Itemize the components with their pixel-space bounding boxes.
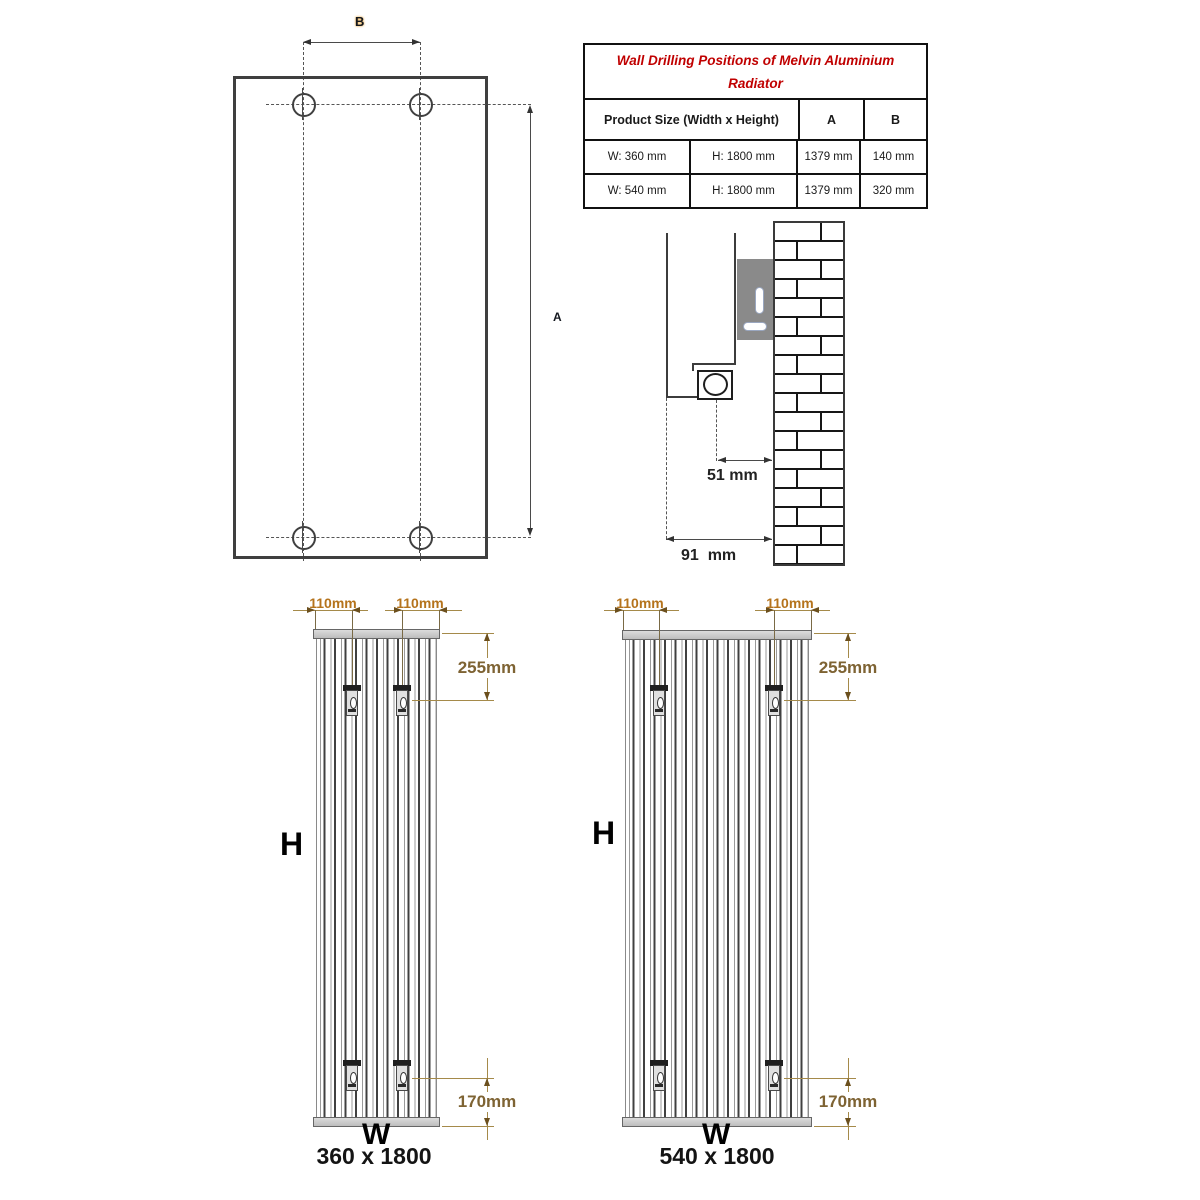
mounting-bracket xyxy=(765,1060,783,1092)
hole-crosshair xyxy=(302,88,303,120)
cell-a: 1379 mm xyxy=(798,175,861,207)
brick-row xyxy=(775,261,843,280)
table-row xyxy=(585,139,926,173)
brick-row xyxy=(775,489,843,508)
dim-b-label: B xyxy=(355,14,365,29)
dim-tick xyxy=(439,610,440,629)
dim-arrow-icon xyxy=(527,105,533,113)
height-label: H xyxy=(592,815,616,851)
dim-arrow-icon xyxy=(845,692,851,700)
hole-crosshair xyxy=(302,521,303,553)
brick-row xyxy=(775,299,843,318)
radiator-bottom-line xyxy=(666,396,698,398)
mounting-bracket xyxy=(650,1060,668,1092)
dim-110-left-label: 110mm xyxy=(616,595,664,611)
brick-row xyxy=(775,280,843,299)
dim-tick xyxy=(659,610,660,686)
dim-tick xyxy=(811,610,812,630)
radiator-fins xyxy=(316,639,437,1117)
dim-tick xyxy=(315,610,316,629)
drill-hole xyxy=(292,93,316,117)
radiator-bottom-step xyxy=(692,363,736,365)
dim-91-label: 91 mm xyxy=(681,547,737,564)
dim-a-label: A xyxy=(553,310,562,324)
brick-row xyxy=(775,318,843,337)
brick-row xyxy=(775,508,843,527)
dim-arrow-icon xyxy=(845,633,851,641)
drill-hole xyxy=(409,93,433,117)
dim-51-label: 51 mm xyxy=(707,467,758,484)
dim-arrow-icon xyxy=(718,457,726,463)
dim-arrow-icon xyxy=(764,536,772,542)
dim-170-label: 170mm xyxy=(816,1092,880,1112)
col-a: A xyxy=(800,100,865,139)
mounting-bracket xyxy=(765,685,783,717)
hole-crosshair xyxy=(419,521,420,553)
front-face-centerline xyxy=(666,398,667,539)
dim-110-left-label: 110mm xyxy=(309,595,357,611)
brick-row xyxy=(775,470,843,489)
dim-arrow-icon xyxy=(666,536,674,542)
size-caption: 360 x 1800 xyxy=(316,1143,432,1169)
brick-row xyxy=(775,337,843,356)
dim-arrow-icon xyxy=(845,1118,851,1126)
brick-wall xyxy=(773,221,845,566)
col-product-size: Product Size (Width x Height) xyxy=(585,100,800,139)
dim-arrow-icon xyxy=(303,39,311,45)
dim-ext xyxy=(814,1126,856,1127)
brick-row xyxy=(775,242,843,261)
dim-255-label: 255mm xyxy=(455,658,519,678)
dim-110-right-label: 110mm xyxy=(396,595,444,611)
width-label: W xyxy=(362,1118,391,1151)
brick-row xyxy=(775,432,843,451)
hole-crosshair xyxy=(419,88,420,120)
radiator-front-face-line xyxy=(666,233,668,398)
dim-tick xyxy=(402,610,403,686)
dim-arrow-icon xyxy=(484,1118,490,1126)
cell-height: H: 1800 mm xyxy=(691,175,798,207)
mounting-bracket xyxy=(393,685,411,717)
dim-110-right-label: 110mm xyxy=(766,595,814,611)
brick-row xyxy=(775,356,843,375)
drill-hole xyxy=(292,526,316,550)
cell-a: 1379 mm xyxy=(798,141,861,173)
brick-row xyxy=(775,565,843,566)
dim-arrow-icon xyxy=(527,528,533,536)
dim-arrow-icon xyxy=(764,457,772,463)
width-label: W xyxy=(702,1118,731,1151)
dim-ext xyxy=(412,700,494,701)
dim-ext xyxy=(784,700,856,701)
dim-ext xyxy=(412,1078,494,1079)
brick-row xyxy=(775,527,843,546)
brick-row xyxy=(775,413,843,432)
table-row xyxy=(585,173,926,207)
table-title: Wall Drilling Positions of Melvin Aluminium Radiator xyxy=(616,53,895,91)
cell-b: 320 mm xyxy=(872,185,915,197)
dim-tick xyxy=(623,610,624,630)
mounting-bracket xyxy=(343,685,361,717)
dim-arrow-icon xyxy=(484,1078,490,1086)
mounting-bracket xyxy=(650,685,668,717)
bracket-slot-horizontal xyxy=(743,322,767,331)
brick-row xyxy=(775,223,843,242)
size-caption: 540 x 1800 xyxy=(659,1143,775,1169)
brick-row xyxy=(775,451,843,470)
dim-arrow-icon xyxy=(412,39,420,45)
brick-row xyxy=(775,546,843,565)
cell-height: H: 1800 mm xyxy=(691,141,798,173)
mounting-bracket xyxy=(393,1060,411,1092)
radiator-bottom-step xyxy=(692,363,694,371)
radiator-outline xyxy=(233,76,488,559)
dim-arrow-icon xyxy=(484,633,490,641)
dim-170-label: 170mm xyxy=(455,1092,519,1112)
dim-a-line xyxy=(530,110,531,533)
radiator-top-cap xyxy=(622,630,812,640)
radiator-back-face-line xyxy=(734,233,736,363)
dim-arrow-icon xyxy=(845,1078,851,1086)
cell-width: W: 360 mm xyxy=(585,141,691,173)
height-label: H xyxy=(280,826,304,862)
dim-tick xyxy=(774,610,775,686)
dim-b-line xyxy=(303,42,420,43)
col-b: B xyxy=(890,112,901,127)
dim-91-line xyxy=(666,539,772,540)
table-header-row xyxy=(585,98,926,139)
cell-width: W: 540 mm xyxy=(585,175,691,207)
brick-row xyxy=(775,375,843,394)
dim-arrow-icon xyxy=(484,692,490,700)
pipe-circle xyxy=(703,373,728,396)
drilling-positions-table xyxy=(583,43,928,209)
bracket-slot-vertical xyxy=(755,287,764,314)
pipe-centerline xyxy=(716,400,717,461)
drill-hole xyxy=(409,526,433,550)
dim-255-label: 255mm xyxy=(816,658,880,678)
mounting-bracket xyxy=(343,1060,361,1092)
brick-row xyxy=(775,394,843,413)
cell-b: 140 mm xyxy=(872,151,915,163)
dim-tick xyxy=(352,610,353,686)
radiator-top-cap xyxy=(313,629,440,639)
